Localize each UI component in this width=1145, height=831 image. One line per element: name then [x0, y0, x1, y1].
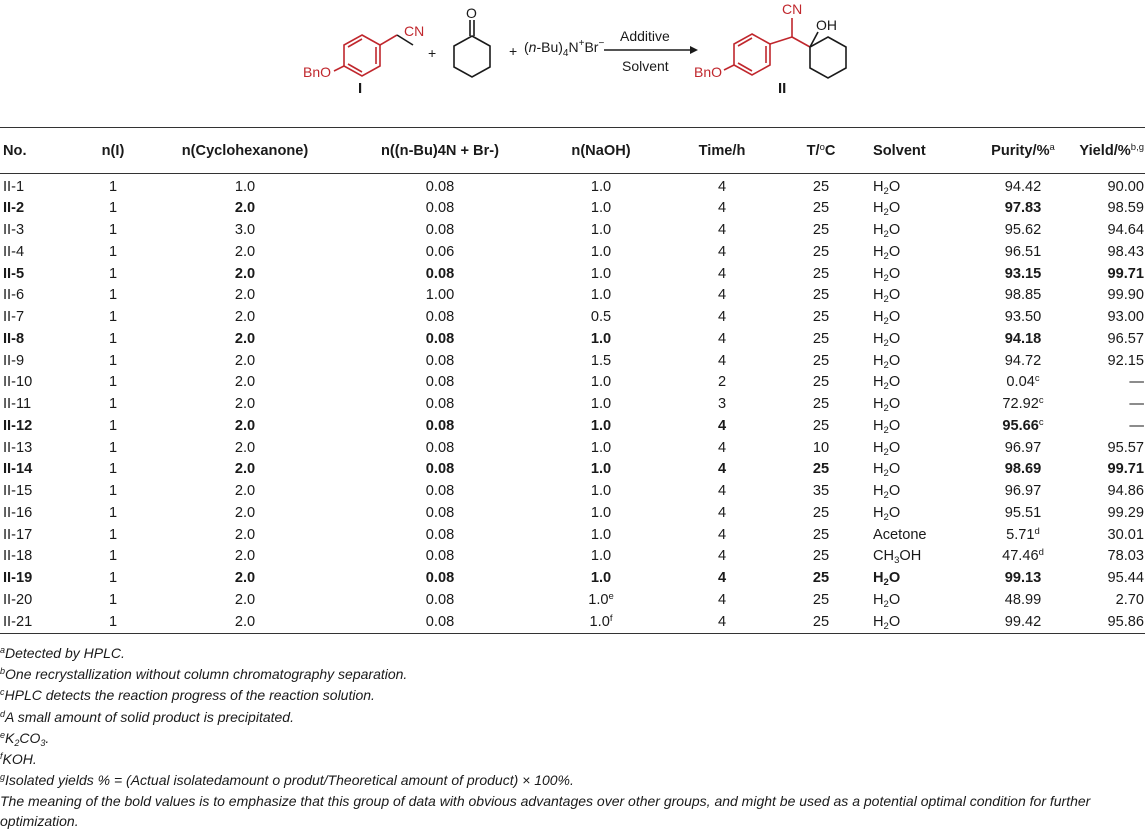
cell-yield: 98.43 — [1107, 243, 1144, 260]
cell-purity: 98.69 — [1004, 461, 1042, 478]
benzene-ring-reactant — [334, 35, 397, 76]
cell-time: 4 — [717, 591, 727, 608]
cell-tbab: 0.08 — [425, 417, 455, 434]
cell-solvent: $H_2O$ — [873, 461, 901, 480]
table-row — [0, 524, 1145, 546]
cell-time: 4 — [717, 461, 727, 478]
cell-yield: 90.00 — [1107, 178, 1144, 195]
cell-naoh: 1.0 — [590, 439, 612, 456]
cell-naoh: 1.0 — [590, 222, 612, 239]
table-row — [0, 220, 1145, 242]
cell-solvent: $H_2O$ — [873, 309, 901, 328]
cell-no: II-7 — [3, 309, 25, 326]
cell-cyc: 2.0 — [234, 243, 256, 260]
cell-purity: 99.42 — [973, 611, 1073, 633]
cell-cyc: 2.0 — [234, 309, 256, 326]
table-row — [0, 307, 1145, 329]
cell-tbab: 0.08 — [425, 178, 455, 195]
cell-no: II-5 — [3, 265, 25, 282]
cell-purity: 94.18 — [1004, 330, 1042, 347]
cell-naoh: 1.0 — [590, 330, 612, 347]
cell-temp: 35 — [812, 483, 830, 500]
cell-yield: 99.71 — [1107, 461, 1144, 478]
cell-purity: 95.51 — [1004, 504, 1042, 521]
cell-purity: 72.92$^c$ — [1002, 395, 1044, 413]
cell-tbab: 0.08 — [425, 439, 455, 456]
cell-cyc: 2.0 — [234, 591, 256, 608]
cell-time: 4 — [717, 352, 727, 369]
cell-ni: 1 — [81, 611, 145, 633]
header-purity: Purity/%$^a$ — [973, 128, 1073, 174]
cell-solvent: $CH_3OH$ — [873, 548, 922, 567]
cell-tbab: 0.08 — [425, 352, 455, 369]
cell-time: 4 — [717, 265, 727, 282]
cell-no: II-9 — [3, 352, 25, 369]
cell-cyc: 2.0 — [234, 330, 256, 347]
table-row — [0, 611, 1145, 633]
cell-tbab: 0.08 — [425, 265, 455, 282]
cell-solvent: $H_2O$ — [873, 200, 901, 219]
table-row — [0, 372, 1145, 394]
header-no: No. — [0, 128, 81, 174]
cell-time: 4 — [717, 178, 727, 195]
cell-ni: 1 — [108, 309, 118, 326]
cell-tbab: 0.08 — [425, 591, 455, 608]
cell-temp: 25 — [777, 611, 865, 633]
cell-temp: 25 — [812, 222, 830, 239]
cell-purity: 96.97 — [1004, 439, 1042, 456]
cell-purity: 93.50 — [1004, 309, 1042, 326]
cell-solvent: $H_2O$ — [873, 570, 901, 589]
table-row — [0, 589, 1145, 611]
cell-temp: 25 — [812, 309, 830, 326]
plus-sign-1: + — [428, 45, 437, 61]
cell-no: II-19 — [3, 570, 33, 587]
cell-no: II-21 — [0, 611, 81, 633]
footnote-e: $^eK_2CO_3$. — [0, 729, 50, 748]
cell-purity: 93.15 — [1004, 265, 1042, 282]
table-row — [0, 263, 1145, 285]
table-row — [0, 350, 1145, 372]
cell-purity: 95.66$^c$ — [1002, 416, 1044, 434]
cell-time: 4 — [717, 309, 727, 326]
cell-yield: 96.57 — [1107, 330, 1144, 347]
cell-temp: 25 — [812, 417, 830, 434]
cyclohexyl-ring — [810, 32, 846, 78]
cell-solvent: $H_2O$ — [873, 287, 901, 306]
cell-tbab: 1.00 — [425, 287, 455, 304]
cell-ni: 1 — [108, 222, 118, 239]
cell-temp: 25 — [812, 504, 830, 521]
cell-naoh: 1.0 — [590, 417, 612, 434]
table-row — [0, 174, 1145, 198]
cell-naoh: 1.0 — [590, 287, 612, 304]
reactant-cn-label: CN — [404, 23, 425, 39]
cell-temp: 25 — [812, 570, 830, 587]
cell-tbab: 0.08 — [425, 374, 455, 391]
cell-naoh: 1.5 — [590, 352, 612, 369]
header-naoh: n(NaOH) — [535, 128, 667, 174]
cell-purity: 99.13 — [1004, 570, 1042, 587]
cell-naoh: 1.0 — [590, 483, 612, 500]
table-footnotes — [0, 643, 1140, 831]
cell-naoh: 1.0 — [590, 200, 612, 217]
cell-no: II-2 — [3, 200, 25, 217]
cell-temp: 25 — [812, 330, 830, 347]
cell-yield: — — [1129, 374, 1144, 391]
header-time: Time/h — [667, 128, 777, 174]
cell-no: II-1 — [3, 178, 25, 195]
cell-cyc: 2.0 — [234, 396, 256, 413]
cell-cyc: 2.0 — [234, 200, 256, 217]
table-row — [0, 415, 1145, 437]
cell-yield: 95.57 — [1107, 439, 1144, 456]
cell-temp: 25 — [812, 591, 830, 608]
cell-tbab: 0.08 — [425, 548, 455, 565]
cell-naoh: 1.0 — [590, 396, 612, 413]
cell-solvent: $H_2O$ — [873, 352, 901, 371]
cell-time: 4 — [717, 330, 727, 347]
cell-time: 2 — [717, 374, 727, 391]
reactant-bno-label: BnO — [303, 64, 332, 80]
cell-solvent: $H_2O$ — [873, 265, 901, 284]
cell-ni: 1 — [108, 265, 118, 282]
footnote-bold-note: The meaning of the bold values is to emphasize that this group of data with obvious advantages over other groups, and might be used as a potential optimal condition for further optimization. — [0, 793, 1091, 830]
cell-time: 4 — [717, 439, 727, 456]
cell-ni: 1 — [108, 461, 118, 478]
table-body — [0, 174, 1145, 634]
footnote-c: $^c$HPLC detects the reaction progress of the reaction solution. — [0, 687, 375, 704]
cell-tbab: 0.08 — [345, 611, 535, 633]
reactant-roman-label: I — [358, 80, 363, 97]
cell-solvent: $H_2O$ — [873, 591, 901, 610]
cell-tbab: 0.08 — [425, 330, 455, 347]
cell-cyc: 2.0 — [234, 461, 256, 478]
salt-formula: $(n-Bu)_4N^+Br^-$ — [524, 38, 605, 59]
cell-ni: 1 — [108, 352, 118, 369]
cell-no: II-12 — [3, 417, 33, 434]
cell-ni: 1 — [108, 287, 118, 304]
table-header-row — [0, 128, 1145, 174]
cell-naoh: 1.0e — [588, 590, 614, 608]
cell-yield: 30.01 — [1107, 526, 1144, 543]
cell-no: II-18 — [3, 548, 33, 565]
header-tbab: n((n-Bu)4N + Br-) — [345, 128, 535, 174]
cell-solvent: $H_2O$ — [865, 611, 973, 633]
cell-ni: 1 — [108, 548, 118, 565]
cell-tbab: 0.06 — [425, 243, 455, 260]
cell-ni: 1 — [108, 374, 118, 391]
cell-time: 4 — [717, 222, 727, 239]
product-roman-label: II — [778, 80, 787, 97]
table-row — [0, 481, 1145, 503]
cell-solvent: $H_2O$ — [873, 417, 901, 436]
cell-no: II-6 — [3, 287, 25, 304]
cell-cyc: 2.0 — [234, 548, 256, 565]
cell-time: 4 — [717, 570, 727, 587]
cell-time: 4 — [717, 243, 727, 260]
footnote-b: $^b$One recrystallization without column chromatography separation. — [0, 666, 408, 683]
cell-naoh: 1.0 — [590, 504, 612, 521]
header-cyclohexanone: n(Cyclohexanone) — [145, 128, 345, 174]
cell-no: II-3 — [3, 222, 25, 239]
table-row — [0, 459, 1145, 481]
cell-purity: 95.62 — [1004, 222, 1042, 239]
header-n-i: n(I) — [81, 128, 145, 174]
cell-solvent: $H_2O$ — [873, 374, 901, 393]
cell-solvent: $H_2O$ — [873, 396, 901, 415]
cell-purity: 48.99 — [1004, 591, 1042, 608]
arrow-bottom-label: Solvent — [622, 58, 669, 74]
cell-no: II-16 — [3, 504, 33, 521]
cell-ni: 1 — [108, 483, 118, 500]
cell-cyc: 2.0 — [234, 526, 256, 543]
cell-no: II-14 — [3, 461, 33, 478]
cell-tbab: 0.08 — [425, 483, 455, 500]
cell-no: II-11 — [3, 396, 32, 413]
cell-no: II-8 — [3, 330, 25, 347]
cell-naoh: 1.0 — [590, 243, 612, 260]
cell-ni: 1 — [108, 243, 118, 260]
cell-solvent: Acetone — [873, 526, 927, 543]
cell-solvent: $H_2O$ — [873, 504, 901, 523]
cell-yield: — — [1129, 396, 1144, 413]
cell-time: 4 — [717, 200, 727, 217]
table-row — [0, 328, 1145, 350]
cell-temp: 10 — [812, 439, 830, 456]
cell-cyc: 2.0 — [234, 374, 256, 391]
cell-ni: 1 — [108, 396, 118, 413]
cell-no: II-13 — [3, 439, 33, 456]
table-row — [0, 568, 1145, 590]
cell-yield: 2.70 — [1115, 591, 1144, 608]
table-row — [0, 198, 1145, 220]
cell-cyc: 2.0 — [234, 417, 256, 434]
cell-time: 4 — [717, 287, 727, 304]
cell-no: II-20 — [3, 591, 33, 608]
cell-yield: 95.86 — [1073, 611, 1145, 633]
cell-ni: 1 — [108, 178, 118, 195]
arrow-top-label: Additive — [620, 28, 670, 44]
cell-temp: 25 — [812, 526, 830, 543]
cell-naoh: 1.0$^f$ — [535, 611, 667, 633]
footnote-a: $^a$Detected by HPLC. — [0, 645, 125, 661]
cell-cyc: 2.0 — [234, 439, 256, 456]
cell-purity: 96.51 — [1004, 243, 1042, 260]
cell-yield: 99.71 — [1107, 265, 1144, 282]
cell-time: 3 — [717, 396, 727, 413]
ketone-oxygen-label: O — [466, 5, 477, 21]
cell-solvent: $H_2O$ — [873, 330, 901, 349]
header-yield: Yield/%$^{b,g}$ — [1073, 128, 1145, 174]
cell-ni: 1 — [108, 570, 118, 587]
cell-ni: 1 — [108, 526, 118, 543]
reaction-conditions-table — [0, 127, 1145, 634]
cell-ni: 1 — [108, 504, 118, 521]
table-row — [0, 394, 1145, 416]
cell-tbab: 0.08 — [425, 309, 455, 326]
reaction-scheme — [0, 0, 1145, 120]
cell-no: II-17 — [3, 526, 33, 543]
cell-no: II-15 — [3, 483, 33, 500]
cyclohexanone-ring — [454, 20, 490, 77]
cell-ni: 1 — [108, 417, 118, 434]
cell-naoh: 1.0 — [590, 526, 612, 543]
product-bno-label: BnO — [694, 64, 723, 80]
cell-cyc: 1.0 — [234, 178, 256, 195]
cell-temp: 25 — [812, 265, 830, 282]
cell-purity: 96.97 — [1004, 483, 1042, 500]
cell-yield: 99.29 — [1107, 504, 1144, 521]
cell-tbab: 0.08 — [425, 396, 455, 413]
cell-purity: 94.72 — [1004, 352, 1042, 369]
product-cn-label: CN — [782, 1, 803, 17]
cell-solvent: $H_2O$ — [873, 439, 901, 458]
cell-solvent: $H_2O$ — [873, 178, 901, 197]
cell-naoh: 1.0 — [590, 548, 612, 565]
cell-temp: 25 — [812, 178, 830, 195]
cell-naoh: 1.0 — [590, 178, 612, 195]
cell-temp: 25 — [812, 243, 830, 260]
table-row — [0, 285, 1145, 307]
cell-yield: 93.00 — [1107, 309, 1144, 326]
cell-temp: 25 — [812, 461, 830, 478]
cell-cyc: 2.0 — [234, 265, 256, 282]
footnote-g: $^g$Isolated yields % = (Actual isolatedamount o produt/Theoretical amount of product) × 100%. — [0, 772, 574, 789]
cell-tbab: 0.08 — [425, 570, 455, 587]
cell-solvent: $H_2O$ — [873, 243, 901, 262]
table-row — [0, 437, 1145, 459]
cell-solvent: $H_2O$ — [873, 483, 901, 502]
footnote-d: $^d$A small amount of solid product is precipitated. — [0, 708, 294, 725]
cell-temp: 25 — [812, 396, 830, 413]
cell-no: II-10 — [3, 374, 33, 391]
cell-yield: 98.59 — [1107, 200, 1144, 217]
cell-temp: 25 — [812, 287, 830, 304]
cell-yield: 95.44 — [1107, 570, 1144, 587]
cell-naoh: 1.0 — [590, 265, 612, 282]
cell-yield: 94.64 — [1107, 222, 1144, 239]
cell-temp: 25 — [812, 548, 830, 565]
cell-yield: 92.15 — [1107, 352, 1144, 369]
cell-cyc: 3.0 — [234, 222, 256, 239]
cell-ni: 1 — [108, 330, 118, 347]
cell-temp: 25 — [812, 200, 830, 217]
cell-temp: 25 — [812, 374, 830, 391]
cell-naoh: 1.0 — [590, 570, 612, 587]
benzene-ring-product — [724, 18, 810, 75]
cell-purity: 97.83 — [1004, 200, 1042, 217]
cell-yield: — — [1129, 417, 1144, 434]
cell-tbab: 0.08 — [425, 222, 455, 239]
footnote-f: $^f$KOH. — [0, 751, 37, 768]
cell-naoh: 0.5 — [590, 309, 612, 326]
cell-tbab: 0.08 — [425, 461, 455, 478]
cell-ni: 1 — [108, 200, 118, 217]
cell-cyc: 2.0 — [234, 504, 256, 521]
cell-yield: 99.90 — [1107, 287, 1144, 304]
plus-sign-2: + — [509, 43, 518, 59]
cell-naoh: 1.0 — [590, 374, 612, 391]
product-oh-label: OH — [816, 17, 837, 33]
cell-purity: 47.46$^d$ — [1002, 547, 1044, 565]
cell-no: II-4 — [3, 243, 25, 260]
cell-purity: 0.04$^c$ — [1006, 373, 1040, 391]
table-row — [0, 546, 1145, 568]
table-row — [0, 241, 1145, 263]
cell-ni: 1 — [108, 591, 118, 608]
header-solvent: Solvent — [865, 128, 973, 174]
cell-purity: 98.85 — [1004, 287, 1042, 304]
cell-cyc: 2.0 — [234, 483, 256, 500]
cell-tbab: 0.08 — [425, 526, 455, 543]
cell-ni: 1 — [108, 439, 118, 456]
cell-naoh: 1.0 — [590, 461, 612, 478]
cell-time: 4 — [717, 417, 727, 434]
cell-solvent: $H_2O$ — [873, 222, 901, 241]
cell-tbab: 0.08 — [425, 200, 455, 217]
cell-time: 4 — [717, 548, 727, 565]
cell-yield: 94.86 — [1107, 483, 1144, 500]
cell-cyc: 2.0 — [234, 352, 256, 369]
cell-time: 4 — [717, 526, 727, 543]
cell-tbab: 0.08 — [425, 504, 455, 521]
cell-time: 4 — [717, 483, 727, 500]
cell-time: 4 — [667, 611, 777, 633]
cell-purity: 94.42 — [1004, 178, 1042, 195]
cell-cyc: 2.0 — [145, 611, 345, 633]
cell-yield: 78.03 — [1107, 548, 1144, 565]
cell-time: 4 — [717, 504, 727, 521]
cell-purity: 5.71$^d$ — [1006, 525, 1040, 543]
cell-cyc: 2.0 — [234, 287, 256, 304]
table-row — [0, 502, 1145, 524]
cell-temp: 25 — [812, 352, 830, 369]
cell-cyc: 2.0 — [234, 570, 256, 587]
header-temperature: T/$^o$C — [777, 128, 865, 174]
